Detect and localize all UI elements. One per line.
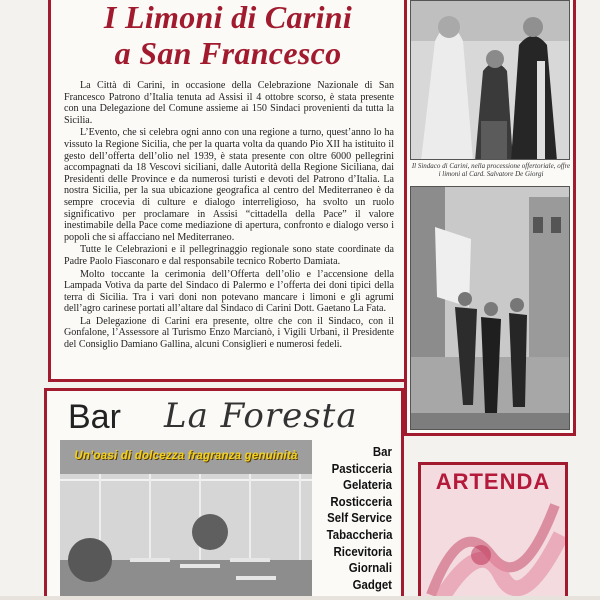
page-bottom-edge [0, 596, 600, 600]
article-paragraph-3: Tutte le Celebrazioni e il pellegrinaggio regionale sono state coordinate da Padre Paolo Fiasconaro e dal responsabile tecnico Roberto Damiata. [64, 244, 394, 267]
artenda-advertisement [418, 462, 568, 600]
procession-photo [410, 186, 570, 430]
artenda-logo: ARTENDA [435, 469, 551, 494]
bar-interior-illustration [60, 440, 312, 600]
procession-photo-illustration [411, 187, 570, 430]
service-item: Tabaccheria [326, 526, 393, 542]
article-paragraph-2: L’Evento, che si celebra ogni anno con una regione a turno, quest’anno lo ha vissuto la Regione Sicilia, che per la quarta volta da quando Pio XII ha istituito il gesto dell’offerta dell’olio nel 1939, è stata presente con oltre 6000 pellegrini accompagnati da 18 Vescovi siciliani, dalle Autorità della Regione Siciliana, dai Presidenti delle Province e da numerosi turisti e devoti del Patrono d’Italia. La nostra Sicilia, per la sua ubicazione geografica al centro del Mediterraneo è da sempre crocevia di culture e dialogo interreligioso, ha svolto un ruolo significativo per proclamare in Assisi “cittadella della Pace” il valore inestimabile della Pace come mediazione di apertura, confronto e dialogo verso i popoli che si affacciano nel Mediterraneo. [64, 127, 394, 243]
service-item: Pasticceria [331, 460, 392, 476]
ceremony-photo [410, 0, 570, 160]
article-paragraph-1: La Città di Carini, in occasione della Celebrazione Nazionale di San Francesco Patrono d’Italia tenuta ad Assisi il 4 ottobre scorso, è stata presente con una Delegazione del Comune assieme ai 150 Sindaci provenienti da tutta la Sicilia. [64, 80, 394, 126]
bar-tagline: Un’oasi di dolcezza fragranza genuinità [74, 450, 298, 462]
service-item: Giornali [348, 560, 392, 576]
ceremony-photo-illustration [411, 1, 570, 160]
service-item: Bar [372, 444, 392, 459]
photo-caption: Il Sindaco di Carini, nella processione offertoriale, offre i limoni al Card. Salvatore De Giorgi [411, 162, 571, 179]
article-paragraph-4: Molto toccante la cerimonia dell’Offerta dell’olio e l’accensione della Lampada Votiva da parte del Sindaco di Palermo e l’offerta dei doni tipici della terra di Sicilia. Tra i vari doni non potevano mancare i limoni e gli agrumi dell’agro carinese portati all’altare dal Sindaco di Carini Dott. Gaetano La Fata. [64, 268, 394, 315]
service-item: Self Service [327, 510, 392, 526]
article-title-line-2: a San Francesco [114, 35, 342, 71]
service-item: Gadget [352, 576, 392, 592]
bar-interior-photo [60, 440, 312, 600]
service-item: Rosticceria [330, 493, 392, 509]
bar-brand-logo: La Foresta [164, 396, 358, 436]
bar-services-list [327, 444, 392, 593]
article-title-line-1: I Limoni di Carini [103, 0, 353, 35]
artenda-artwork [421, 495, 565, 600]
service-item: Ricevitoria [333, 543, 392, 559]
bar-word-logo: Bar [68, 398, 121, 436]
service-item: Gelateria [343, 477, 392, 493]
article-paragraph-5: La Delegazione di Carini era presente, oltre che con il Sindaco, con il Gonfalone, l’Assessore al Turismo Enzo Marcianò, i Vigili Urbani, il Presidente del Consiglio Damiano Gallina, alcuni Consiglieri e numerosi fedeli. [64, 315, 394, 351]
article-body [64, 80, 394, 352]
